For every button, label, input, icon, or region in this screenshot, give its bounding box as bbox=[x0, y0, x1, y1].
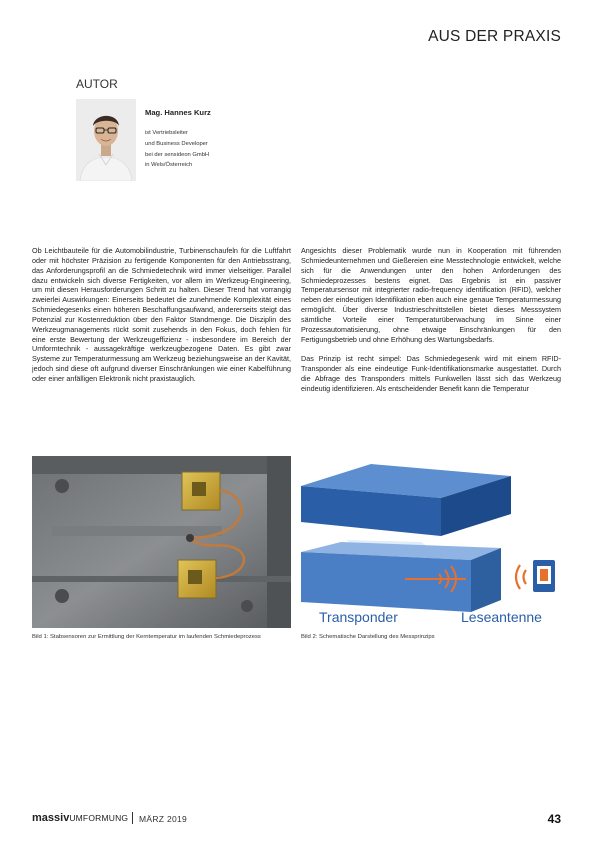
brand-bold: massiv bbox=[32, 812, 70, 824]
author-label: AUTOR bbox=[76, 77, 118, 91]
section-title: AUS DER PRAXIS bbox=[428, 28, 561, 45]
author-bio bbox=[145, 128, 275, 171]
article-paragraph: Angesichts dieser Problematik wurde nun in Kooperation mit führenden Schmiedeunternehmen und Gießereien eine Messtechnologie entwickelt, welche sich für die Anwendungen unter den hohen Anforderungen des Schmiedeprozesses bestens eignet. Das Ergebnis ist ein passiver Temperatursensor mit integrierter radio-frequency identification (RFID), welcher neben der eindeutigen Identifikation eben auch eine genaue Temperaturmessung ermöglicht. Über diverse Industrieschnittstellen bietet dieses Messsystem sämtliche Vorteile einer Temperaturüberwachung im Sinne einer Prozessautomatisierung, ohne etwaige Einschränkungen für den Fertigungsbetrieb und ohne Erhöhung des Wartungsbedarfs. bbox=[301, 246, 561, 344]
author-bio-line: ist Vertriebsleiter bbox=[145, 130, 188, 136]
brand-rest: UMFORMUNG bbox=[69, 813, 129, 823]
page-number: 43 bbox=[547, 812, 561, 826]
author-bio-line: bei der sensideon GmbH bbox=[145, 151, 210, 158]
figure-measurement-diagram bbox=[301, 456, 561, 628]
label-antenna: Leseantenne bbox=[461, 609, 542, 625]
author-name: Mag. Hannes Kurz bbox=[145, 108, 211, 117]
footer-divider bbox=[132, 812, 133, 824]
author-bio-line: und Business Developer bbox=[145, 140, 208, 147]
label-transponder: Transponder bbox=[319, 609, 398, 625]
figure-sensor-photo bbox=[32, 456, 291, 628]
footer-issue: MÄRZ 2019 bbox=[139, 814, 188, 824]
article-column-right bbox=[301, 246, 561, 394]
article-paragraph: Das Prinzip ist recht simpel: Das Schmiedegesenk wird mit einem RFID-Transponder als eine eindeutige Funk-Identifikationsmarke ausgestattet. Durch die Abfrage des Transponders mittels Funkwellen lässt sich das Werkzeug eindeutig identifizieren. Als entscheidender Benefit kann die Temperatur bbox=[301, 354, 561, 393]
article-column-left bbox=[32, 246, 291, 384]
footer-brand bbox=[32, 812, 128, 824]
figure-2-caption: Bild 2: Schematische Darstellung des Messprinzips bbox=[301, 634, 435, 640]
article-paragraph: Ob Leichtbauteile für die Automobilindustrie, Turbinenschaufeln für die Luftfahrt oder mit höchster Präzision zu fertigende Komponenten für den Antriebsstrang, das Anforderungsprofil an die Schmiedetechnik wird immer vielseitiger. Parallel dazu entwickeln sich diverse Fertigkeiten, vor allem im Werkzeug-Engineering, um mit diesen Herausforderungen Schritt zu halten. Dieser Trend hat vorrangig zweierlei Auswirkungen: Einerseits bedeutet die zunehmende Komplexität eines Schmiedegesenks einen höheren Beschaffungsaufwand, andererseits steigt das Potenzial zur Kostenreduktion über den Faktor Standmenge. Die Disziplin des Werkzeugmanagements rückt somit zusehends in den Fokus, doch fehlen für eine erste Bewertung der Werkzeugeffizienz - insbesondere im Bereich der Umformtechnik - aussagekräftige werkzeugbezogene Daten. Es gibt zwar Systeme zur Temperaturmessung am Werkzeug beziehungsweise an der Kavität, jedoch sind diese oft aufgrund diverser Einschränkungen wie einer Kabelführung oder einer anfälligen Elektronik nicht praxistauglich. bbox=[32, 246, 292, 383]
author-photo bbox=[76, 99, 136, 181]
figure-1-caption: Bild 1: Stabsensoren zur Ermittlung der Kerntemperatur im laufenden Schmiedeprozess bbox=[32, 634, 261, 640]
author-bio-line: in Wels/Österreich bbox=[145, 162, 193, 169]
